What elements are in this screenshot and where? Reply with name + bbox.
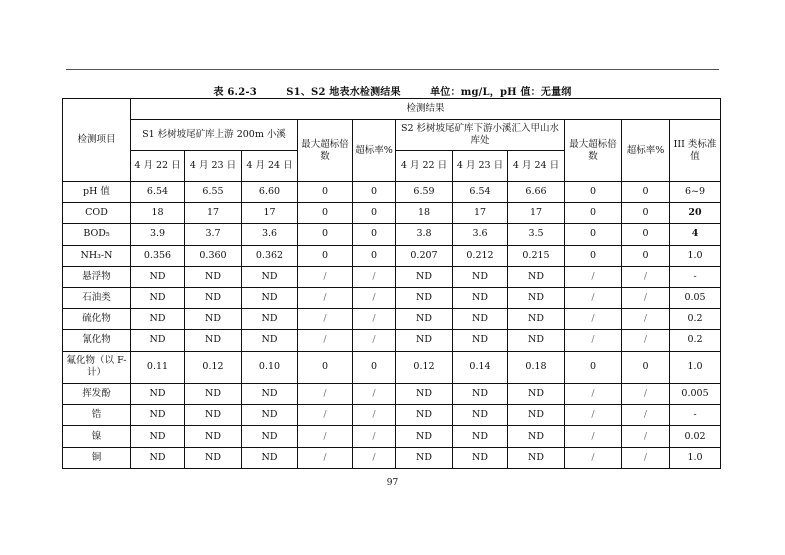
table-number: 表 6.2-3 (213, 87, 257, 98)
table-row (63, 287, 721, 308)
cell-s1-max-multiple: 0 (298, 203, 353, 224)
cell-s1-day2: ND (185, 287, 242, 308)
table-row (63, 245, 721, 266)
cell-s1-max-multiple: / (298, 309, 353, 330)
cell-s2-day1: ND (396, 447, 453, 468)
cell-s1-max-multiple: / (298, 447, 353, 468)
cell-s2-day2: 17 (453, 203, 508, 224)
cell-standard: 1.0 (670, 245, 721, 266)
cell-s1-day3: 17 (242, 203, 298, 224)
cell-s1-exceed-rate: / (353, 287, 396, 308)
cell-s1-day1: ND (131, 447, 185, 468)
table-unit-note: 单位：mg/L，pH 值：无量纲 (430, 87, 572, 98)
cell-s1-day2: ND (185, 266, 242, 287)
cell-s1-day1: ND (131, 266, 185, 287)
page-header-rule (66, 69, 719, 70)
header-s2-date: 4 月 24 日 (508, 151, 565, 182)
header-row-1 (63, 99, 721, 120)
header-s1-date: 4 月 22 日 (131, 151, 185, 182)
cell-s1-max-multiple: 0 (298, 182, 353, 203)
cell-s2-exceed-rate: / (622, 447, 670, 468)
cell-s1-exceed-rate: / (353, 384, 396, 405)
cell-s2-exceed-rate: / (622, 309, 670, 330)
cell-s1-exceed-rate: 0 (353, 182, 396, 203)
cell-s1-max-multiple: 0 (298, 351, 353, 384)
cell-item: COD (63, 203, 131, 224)
header-results: 检测结果 (131, 99, 721, 120)
cell-s2-day3: 17 (508, 203, 565, 224)
cell-s2-day1: ND (396, 384, 453, 405)
cell-item: 悬浮物 (63, 266, 131, 287)
cell-s2-exceed-rate: 0 (622, 351, 670, 384)
cell-s1-max-multiple: / (298, 266, 353, 287)
cell-s1-day3: ND (242, 384, 298, 405)
cell-s2-day3: 0.18 (508, 351, 565, 384)
cell-s2-day2: ND (453, 266, 508, 287)
table-title: S1、S2 地表水检测结果 (286, 87, 401, 98)
cell-s2-day1: ND (396, 405, 453, 426)
cell-item: 挥发酚 (63, 384, 131, 405)
cell-s1-day2: 6.55 (185, 182, 242, 203)
cell-s2-day3: ND (508, 309, 565, 330)
cell-s2-max-multiple: 0 (565, 224, 622, 245)
table-row (63, 203, 721, 224)
cell-s2-max-multiple: 0 (565, 245, 622, 266)
cell-s1-day1: ND (131, 309, 185, 330)
cell-standard: 0.02 (670, 426, 721, 447)
cell-s1-exceed-rate: / (353, 309, 396, 330)
cell-s1-day3: 6.60 (242, 182, 298, 203)
cell-s1-exceed-rate: / (353, 330, 396, 351)
cell-s2-day2: 3.6 (453, 224, 508, 245)
cell-s2-day3: 6.66 (508, 182, 565, 203)
cell-s2-max-multiple: 0 (565, 351, 622, 384)
header-s2-max-multiple: 最大超标倍数 (565, 120, 622, 182)
cell-s1-exceed-rate: 0 (353, 203, 396, 224)
cell-s2-day2: ND (453, 426, 508, 447)
cell-s1-day3: ND (242, 266, 298, 287)
cell-s2-exceed-rate: 0 (622, 224, 670, 245)
cell-s2-day2: ND (453, 384, 508, 405)
header-row-2 (63, 120, 721, 151)
table-row (63, 447, 721, 468)
cell-standard: 20 (670, 203, 721, 224)
cell-s1-day1: ND (131, 405, 185, 426)
cell-s1-max-multiple: / (298, 330, 353, 351)
cell-item: 氰化物 (63, 330, 131, 351)
cell-s2-day3: 3.5 (508, 224, 565, 245)
cell-s2-max-multiple: / (565, 405, 622, 426)
cell-item: 硫化物 (63, 309, 131, 330)
cell-s2-day2: ND (453, 405, 508, 426)
cell-s2-day1: 0.12 (396, 351, 453, 384)
cell-s2-max-multiple: / (565, 426, 622, 447)
table-row (63, 405, 721, 426)
cell-standard: 0.05 (670, 287, 721, 308)
cell-s1-max-multiple: 0 (298, 245, 353, 266)
cell-standard: 6~9 (670, 182, 721, 203)
table-row (63, 330, 721, 351)
cell-s1-day3: ND (242, 309, 298, 330)
cell-s1-day1: 0.11 (131, 351, 185, 384)
cell-s2-exceed-rate: 0 (622, 245, 670, 266)
cell-standard: 0.005 (670, 384, 721, 405)
header-standard: III 类标准值 (670, 120, 721, 182)
cell-s2-exceed-rate: 0 (622, 182, 670, 203)
cell-s1-day1: 6.54 (131, 182, 185, 203)
cell-standard: 4 (670, 224, 721, 245)
cell-s1-day3: 3.6 (242, 224, 298, 245)
cell-item: 氟化物（以 F-计） (63, 351, 131, 384)
cell-item: NH₃-N (63, 245, 131, 266)
cell-s2-exceed-rate: / (622, 384, 670, 405)
table-row (63, 426, 721, 447)
cell-s1-exceed-rate: 0 (353, 245, 396, 266)
cell-s2-max-multiple: 0 (565, 203, 622, 224)
cell-standard: 0.2 (670, 309, 721, 330)
cell-s1-day1: 3.9 (131, 224, 185, 245)
cell-s2-max-multiple: / (565, 287, 622, 308)
cell-standard: - (670, 266, 721, 287)
table-row (63, 224, 721, 245)
cell-s2-day3: ND (508, 266, 565, 287)
cell-s2-day2: 0.212 (453, 245, 508, 266)
table-row (63, 309, 721, 330)
cell-s1-exceed-rate: / (353, 447, 396, 468)
cell-s2-day1: ND (396, 309, 453, 330)
header-s1-date: 4 月 23 日 (185, 151, 242, 182)
cell-s2-max-multiple: / (565, 309, 622, 330)
cell-s1-exceed-rate: 0 (353, 224, 396, 245)
table-row (63, 182, 721, 203)
page-number: 97 (386, 478, 399, 488)
cell-s2-exceed-rate: / (622, 426, 670, 447)
cell-s2-exceed-rate: / (622, 405, 670, 426)
cell-s1-day1: ND (131, 426, 185, 447)
cell-s2-day2: ND (453, 447, 508, 468)
cell-item: 铜 (63, 447, 131, 468)
cell-item: BOD₅ (63, 224, 131, 245)
cell-s2-day2: ND (453, 330, 508, 351)
surface-water-results-table (62, 98, 721, 469)
cell-s2-exceed-rate: / (622, 330, 670, 351)
cell-s2-day3: ND (508, 384, 565, 405)
cell-s1-day3: 0.10 (242, 351, 298, 384)
cell-item: 石油类 (63, 287, 131, 308)
cell-s2-day3: ND (508, 447, 565, 468)
cell-item: 锆 (63, 405, 131, 426)
cell-s1-exceed-rate: / (353, 405, 396, 426)
cell-standard: 0.2 (670, 330, 721, 351)
cell-s2-max-multiple: / (565, 330, 622, 351)
cell-item: pH 值 (63, 182, 131, 203)
header-s2-site: S2 杉树坡尾矿库下游小溪汇入甲山水库处 (396, 120, 565, 151)
cell-s2-exceed-rate: 0 (622, 203, 670, 224)
cell-s1-day2: 0.360 (185, 245, 242, 266)
header-s1-site: S1 杉树坡尾矿库上游 200m 小溪 (131, 120, 298, 151)
cell-s1-max-multiple: / (298, 405, 353, 426)
cell-s1-max-multiple: 0 (298, 224, 353, 245)
cell-s1-day2: 3.7 (185, 224, 242, 245)
table-caption (0, 83, 785, 98)
cell-s1-exceed-rate: / (353, 426, 396, 447)
cell-s1-day2: ND (185, 384, 242, 405)
cell-standard: - (670, 405, 721, 426)
cell-s1-max-multiple: / (298, 287, 353, 308)
cell-s2-day1: 18 (396, 203, 453, 224)
cell-s1-day2: ND (185, 447, 242, 468)
cell-s1-day3: ND (242, 330, 298, 351)
cell-s1-day3: ND (242, 287, 298, 308)
cell-s2-day1: ND (396, 287, 453, 308)
cell-s1-day2: 0.12 (185, 351, 242, 384)
cell-s1-day2: ND (185, 426, 242, 447)
cell-s1-day3: 0.362 (242, 245, 298, 266)
cell-s2-day3: 0.215 (508, 245, 565, 266)
cell-s2-day3: ND (508, 287, 565, 308)
cell-s1-day1: 18 (131, 203, 185, 224)
cell-s1-day1: 0.356 (131, 245, 185, 266)
cell-s2-day3: ND (508, 426, 565, 447)
cell-s2-exceed-rate: / (622, 287, 670, 308)
table-row (63, 384, 721, 405)
cell-s1-day2: 17 (185, 203, 242, 224)
cell-s2-exceed-rate: / (622, 266, 670, 287)
cell-standard: 1.0 (670, 447, 721, 468)
cell-item: 镍 (63, 426, 131, 447)
cell-s1-exceed-rate: 0 (353, 351, 396, 384)
header-s2-date: 4 月 22 日 (396, 151, 453, 182)
cell-s1-day3: ND (242, 447, 298, 468)
cell-s1-day1: ND (131, 384, 185, 405)
header-s2-date: 4 月 23 日 (453, 151, 508, 182)
cell-s1-max-multiple: / (298, 384, 353, 405)
cell-s2-day1: 0.207 (396, 245, 453, 266)
cell-s2-day3: ND (508, 405, 565, 426)
cell-s1-day3: ND (242, 426, 298, 447)
cell-s2-day1: ND (396, 266, 453, 287)
cell-s2-day2: ND (453, 309, 508, 330)
header-item: 检测项目 (63, 99, 131, 182)
cell-s2-max-multiple: / (565, 447, 622, 468)
table-body (63, 182, 721, 469)
cell-s2-day1: ND (396, 330, 453, 351)
header-s1-exceed-rate: 超标率% (353, 120, 396, 182)
cell-s2-day1: 3.8 (396, 224, 453, 245)
cell-s1-exceed-rate: / (353, 266, 396, 287)
cell-s1-max-multiple: / (298, 426, 353, 447)
cell-s2-day1: ND (396, 426, 453, 447)
cell-s1-day3: ND (242, 405, 298, 426)
cell-standard: 1.0 (670, 351, 721, 384)
table-row (63, 351, 721, 384)
cell-s2-max-multiple: 0 (565, 182, 622, 203)
cell-s2-day3: ND (508, 330, 565, 351)
header-s2-exceed-rate: 超标率% (622, 120, 670, 182)
cell-s1-day1: ND (131, 330, 185, 351)
header-s1-date: 4 月 24 日 (242, 151, 298, 182)
cell-s2-day2: 0.14 (453, 351, 508, 384)
cell-s2-max-multiple: / (565, 266, 622, 287)
header-s1-max-multiple: 最大超标倍数 (298, 120, 353, 182)
cell-s1-day2: ND (185, 330, 242, 351)
cell-s1-day2: ND (185, 405, 242, 426)
cell-s2-day2: ND (453, 287, 508, 308)
cell-s1-day1: ND (131, 287, 185, 308)
cell-s2-day2: 6.54 (453, 182, 508, 203)
cell-s2-max-multiple: / (565, 384, 622, 405)
cell-s2-day1: 6.59 (396, 182, 453, 203)
table-row (63, 266, 721, 287)
cell-s1-day2: ND (185, 309, 242, 330)
